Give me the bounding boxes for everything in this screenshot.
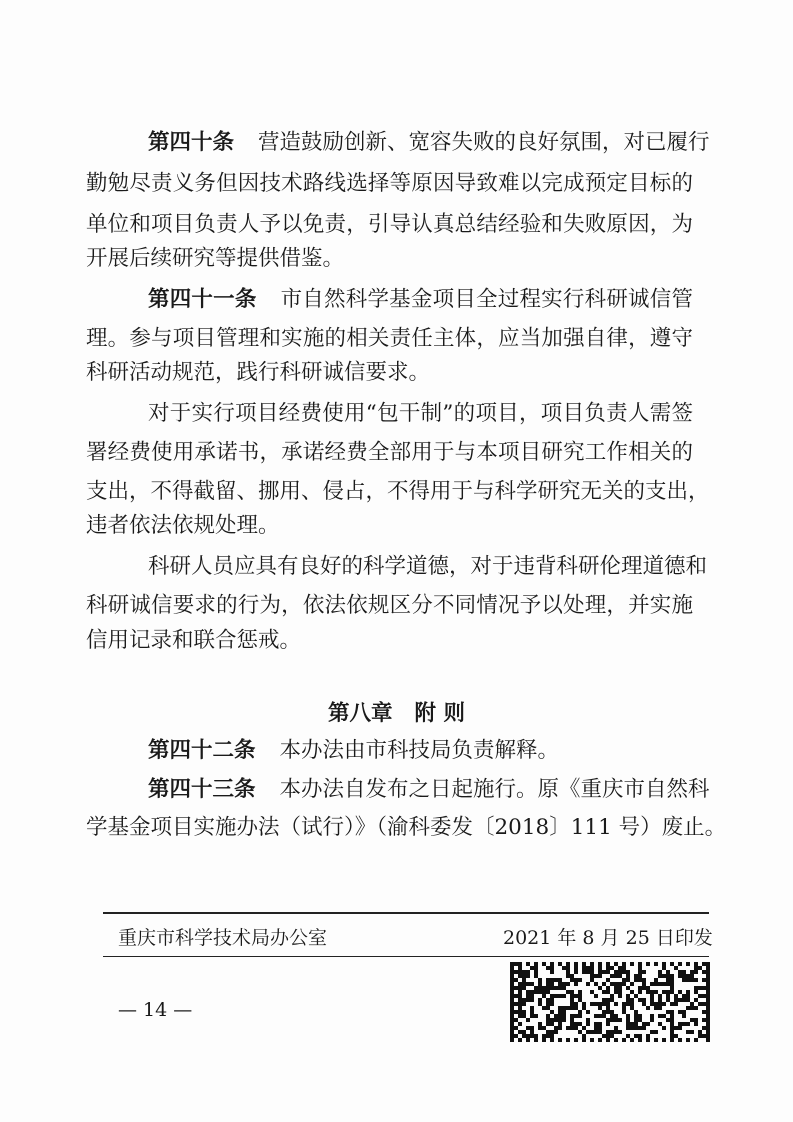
footer-top-rule [103,912,709,914]
article-43-heading: 第四十三条 [148,777,256,802]
article-42-heading: 第四十二条 [148,738,256,763]
article-41-para2-line-2: 署经费使用承诺书，承诺经费全部用于与本项目研究工作相关的 [86,440,693,465]
article-40-line-3: 单位和项目负责人予以免责，引导认真总结经验和失败原因，为 [86,212,693,237]
article-40-line-4: 开展后续研究等提供借鉴。 [86,246,345,271]
article-40-line-2: 勤勉尽责义务但因技术路线选择等原因导致难以完成预定目标的 [86,171,693,196]
page-number: — 14 — [118,999,193,1021]
article-41-para2-line-3: 支出，不得截留、挪用、侵占，不得用于与科学研究无关的支出， [86,479,710,504]
barcode-modules [510,962,710,1042]
article-42-text: 本办法由市科技局负责解释。 [279,738,560,763]
article-41-heading: 第四十一条 [148,287,257,312]
article-43-line-2: 学基金项目实施办法（试行）》（渝科委发〔2018〕111 号）废止。 [86,815,727,840]
article-41-para3-line-1: 科研人员应具有良好的科学道德，对于违背科研伦理道德和 [148,554,708,579]
footer-date: 2021 年 8 月 25 日印发 [503,927,713,949]
barcode-image [510,962,710,1042]
article-41-para3-line-3: 信用记录和联合惩戒。 [86,628,302,653]
article-41-para2-line-1: 对于实行项目经费使用“包干制”的项目，项目负责人需签 [148,401,693,426]
chapter-title: 附 则 [414,701,465,726]
article-42-line-1 [148,736,559,766]
article-41-para2-line-4: 违者依法依规处理。 [86,513,280,538]
article-40-text-1: 营造鼓励创新、宽容失败的良好氛围，对已履行 [258,130,710,155]
chapter-number: 第八章 [327,701,393,726]
footer-bottom-rule [103,956,709,957]
article-43-line-1 [148,775,710,805]
article-41-line-1 [148,285,693,315]
article-41-line-3: 科研活动规范，践行科研诚信要求。 [86,360,431,385]
article-43-text-1: 本办法自发布之日起施行。原《重庆市自然科 [279,777,710,802]
article-40-line-1 [148,128,710,158]
chapter-heading [0,699,793,729]
article-40-heading: 第四十条 [148,130,235,155]
article-41-para3-line-2: 科研诚信要求的行为，依法依规区分不同情况予以处理，并实施 [86,593,693,618]
article-41-text-1: 市自然科学基金项目全过程实行科研诚信管 [280,287,693,312]
article-41-line-2: 理。参与项目管理和实施的相关责任主体，应当加强自律，遵守 [86,326,693,351]
footer-issuer: 重庆市科学技术局办公室 [118,927,328,949]
